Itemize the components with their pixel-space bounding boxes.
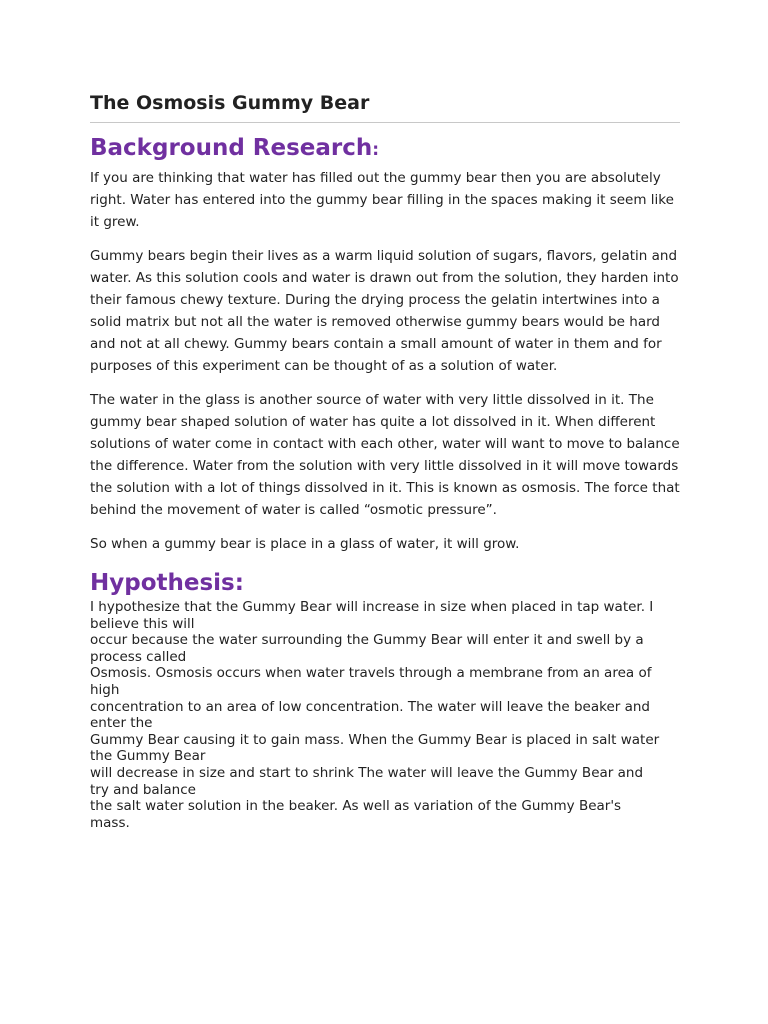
- hypothesis-line: Osmosis. Osmosis occurs when water travels through a membrane from an area of: [90, 665, 652, 682]
- document-title: The Osmosis Gummy Bear: [90, 90, 680, 123]
- background-research-heading-text: Background Research: [90, 135, 373, 161]
- hypothesis-line: occur because the water surrounding the Gummy Bear will enter it and swell by a: [90, 632, 644, 649]
- background-research-heading: [90, 133, 680, 165]
- hypothesis-heading: Hypothesis:: [90, 570, 244, 596]
- hypothesis-line: the salt water solution in the beaker. As well as variation of the Gummy Bear's: [90, 798, 622, 815]
- hypothesis-line: concentration to an area of low concentration. The water will leave the beaker and: [90, 698, 651, 715]
- hypothesis-section: [90, 569, 680, 831]
- hypothesis-line: I hypothesize that the Gummy Bear will increase in size when placed in tap water. I: [90, 599, 654, 615]
- background-research-heading-colon: :: [372, 140, 380, 160]
- hypothesis-line: the Gummy Bear: [90, 748, 206, 765]
- background-paragraph-3: The water in the glass is another source of water with very little dissolved in it. The gummy bear shaped solution of water has quite a lot dissolved in it. When different solutions of water come in contact with each other, water will want to move to balance the difference. Water from the solution with very little dissolved in it will move towards the solution with a lot of things dissolved in it. This is known as osmosis. The force that behind the movement of water is called “osmotic pressure”.: [90, 392, 680, 518]
- hypothesis-line: Gummy Bear causing it to gain mass. When the Gummy Bear is placed in salt water: [90, 731, 660, 748]
- hypothesis-line: enter the: [90, 715, 153, 732]
- hypothesis-line: believe this will: [90, 615, 195, 632]
- hypothesis-line: try and balance: [90, 781, 196, 798]
- background-research-section: [90, 133, 680, 555]
- hypothesis-line: process called: [90, 648, 187, 665]
- hypothesis-text: [90, 599, 680, 831]
- background-paragraph-1: If you are thinking that water has filled out the gummy bear then you are absolutely right. Water has entered into the gummy bear filling in the spaces making it seem like it grew.: [90, 170, 674, 230]
- document-page: [90, 90, 680, 831]
- hypothesis-line: will decrease in size and start to shrink The water will leave the Gummy Bear and: [90, 764, 644, 781]
- background-paragraph-2: Gummy bears begin their lives as a warm liquid solution of sugars, flavors, gelatin and water. As this solution cools and water is drawn out from the solution, they harden into their famous chewy texture. During the drying process the gelatin intertwines into a solid matrix but not all the water is removed otherwise gummy bears would be hard and not at all chewy. Gummy bears contain a small amount of water in them and for purposes of this experiment can be thought of as a solution of water.: [90, 248, 679, 374]
- hypothesis-line: high: [90, 681, 120, 698]
- hypothesis-line: mass.: [90, 814, 130, 831]
- background-paragraph-4: So when a gummy bear is place in a glass of water, it will grow.: [90, 536, 520, 552]
